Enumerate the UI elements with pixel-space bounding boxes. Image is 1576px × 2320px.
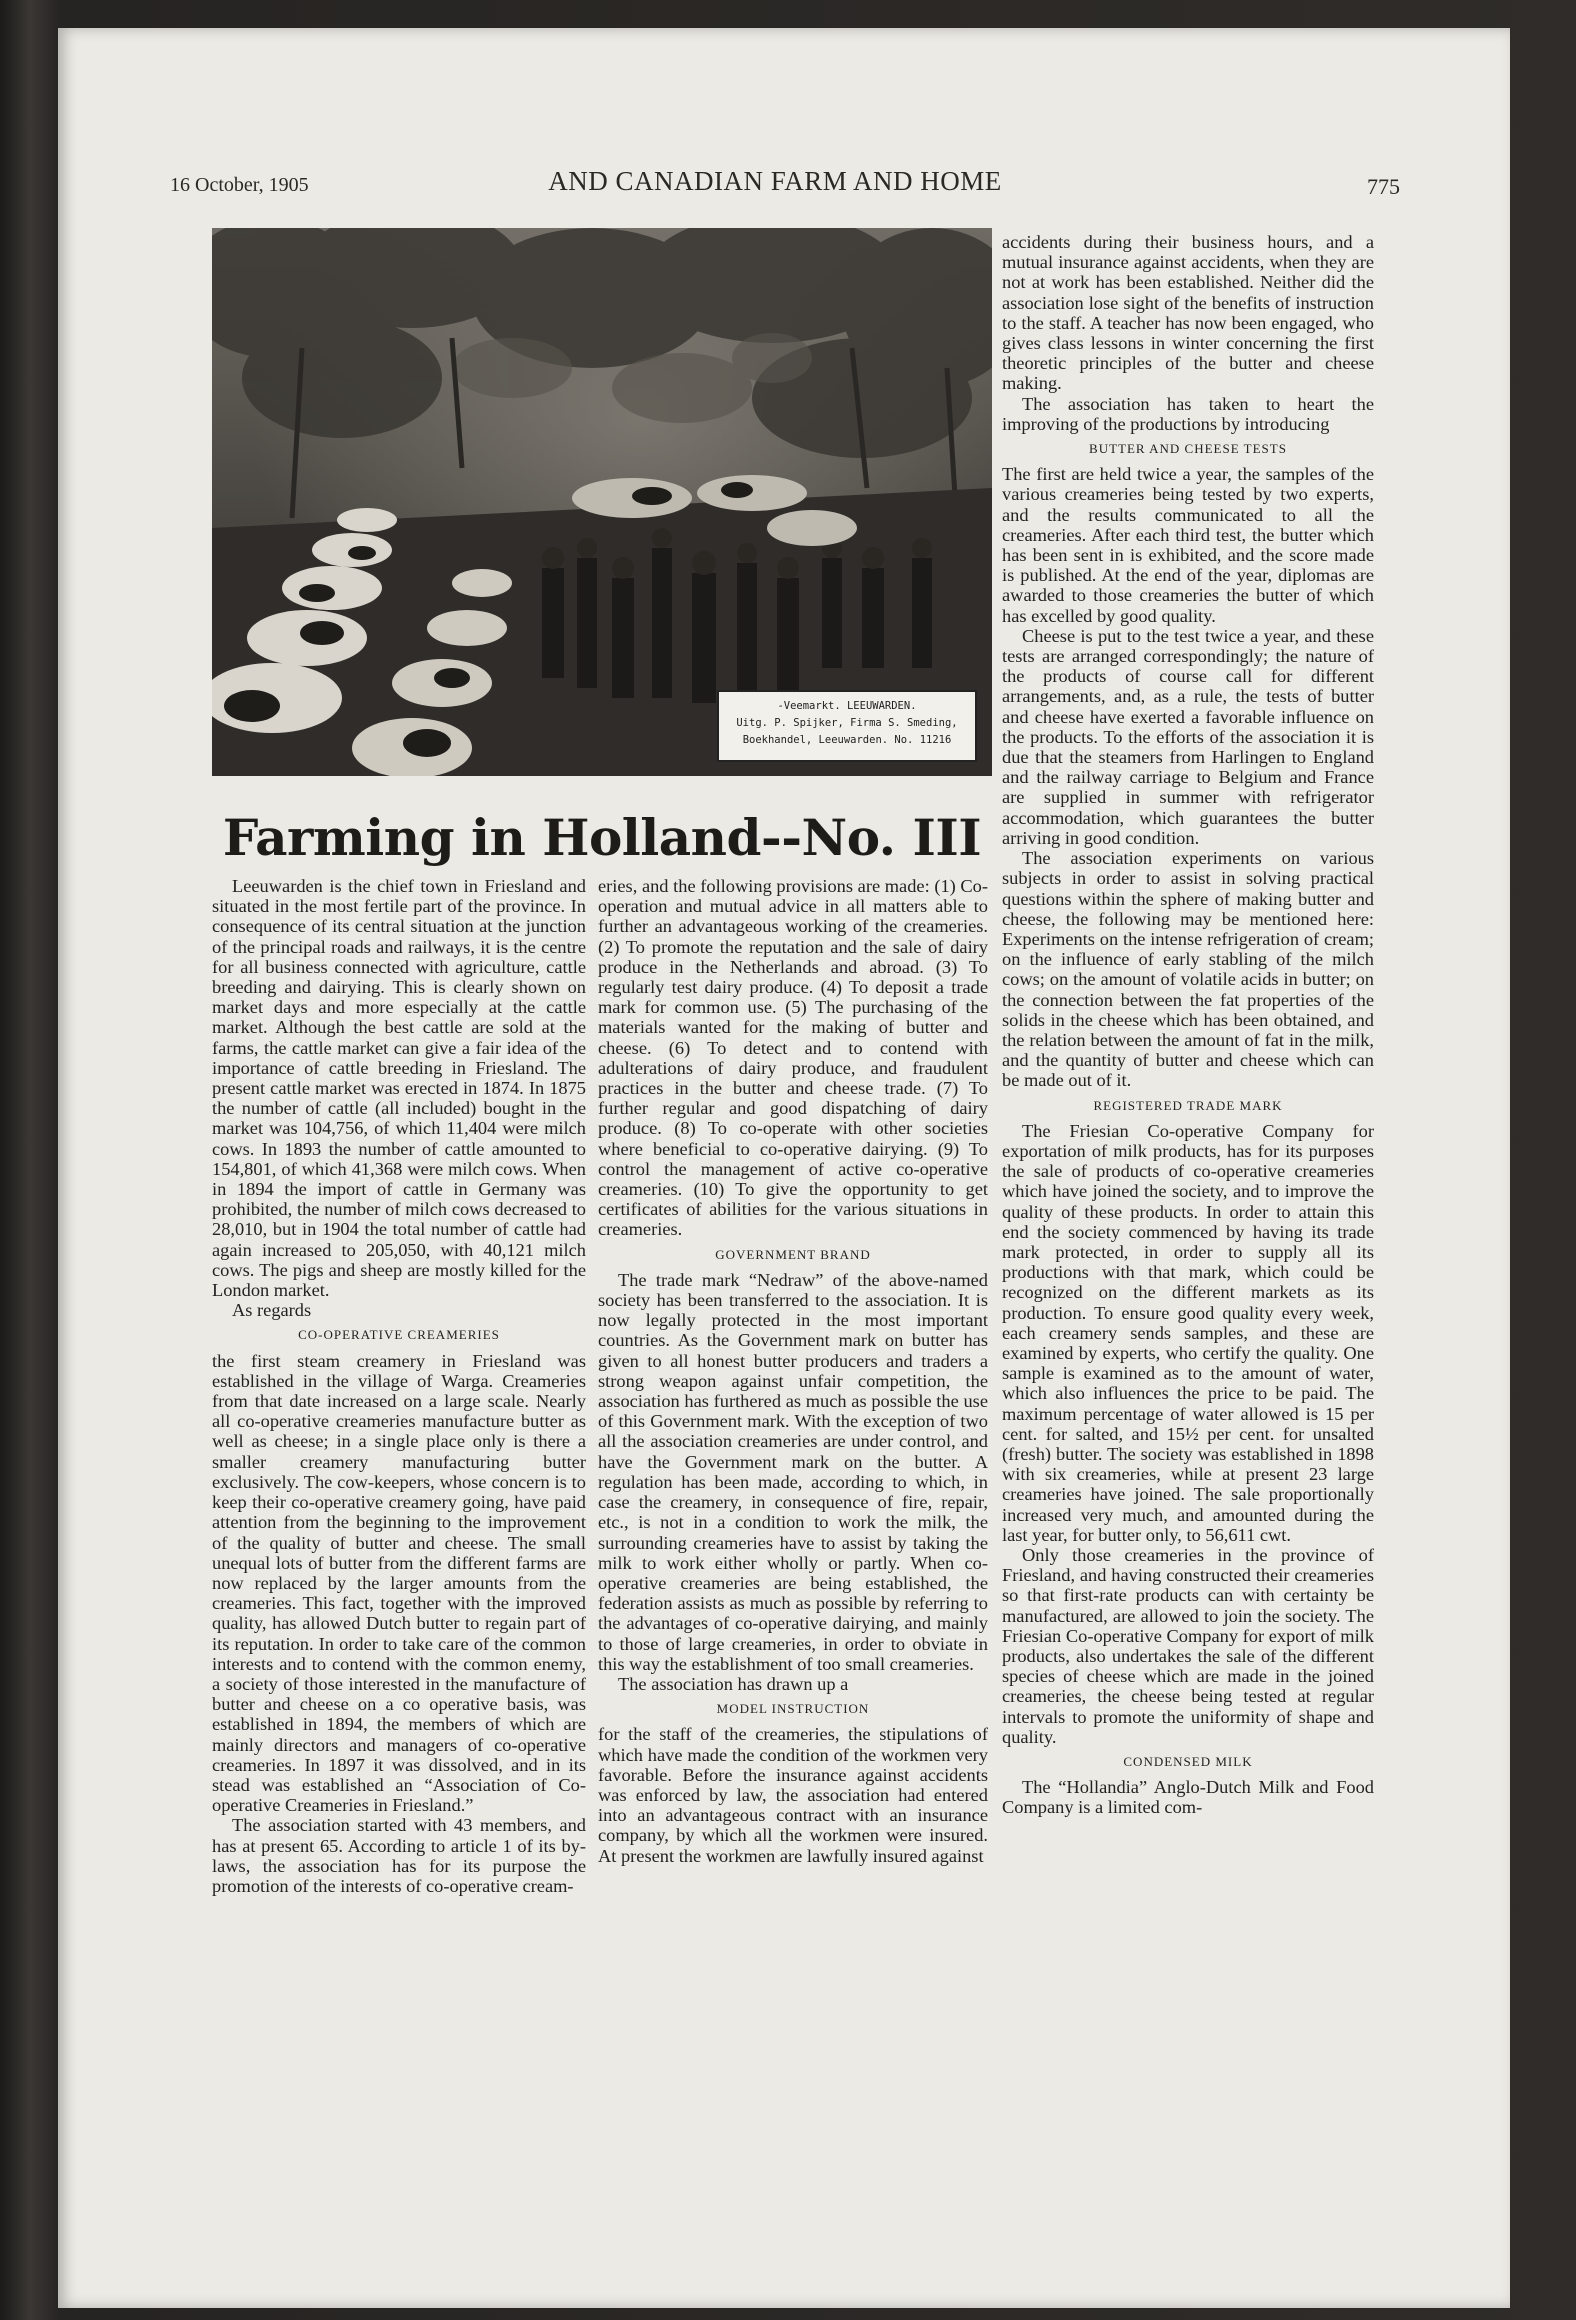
- paragraph: accidents during their business hours, and a mutual insurance against accidents, when they are not at work has been established. Neither did the association lose sight of the benefits of instruction to the staff. A teacher has now been engaged, who gives class lessons in winter concerning the first theoretic principles of the butter and cheese making.: [1002, 232, 1374, 394]
- photo-caption-line: -Veemarkt. LEEUWARDEN.: [777, 700, 917, 712]
- photo-caption-line: Uitg. P. Spijker, Firma S. Smeding,: [736, 717, 958, 729]
- paragraph: The trade mark “Nedraw” of the above-named society has been transferred to the association. It is now legally protected in the most important countries. As the Government mark on butter has given to all honest butter producers and traders a strong weapon against unfair competition, the association has furthered as much as possible the use of this Government mark. With the exception of two all the association creameries are under control, and have the Government mark on the butter. A regulation has been made, according to which, in case the creamery, in consequence of fire, repair, etc., is not in a condition to work the milk, the surrounding creameries have to assist by taking the milk to work either wholly or partly. When co-operative creameries are being established, the federation assists as much as possible by referring to the advantages of co-operative dairying, and mainly to those of large creameries, in order to obviate in this way the establishment of too small creameries.: [598, 1269, 988, 1674]
- section-subheading: BUTTER AND CHEESE TESTS: [1089, 441, 1287, 457]
- paragraph: The association started with 43 members, and has at present 65. According to article 1 of its by-laws, the association has for its purpose the promotion of the interests of co-operative cream-: [212, 1815, 586, 1896]
- photo-caption: [717, 690, 977, 762]
- section-subheading: MODEL INSTRUCTION: [716, 1701, 870, 1717]
- article-column-3: [1002, 232, 1374, 1818]
- section-subheading: GOVERNMENT BRAND: [715, 1246, 871, 1262]
- article-column-2: [598, 876, 988, 1866]
- paragraph: Cheese is put to the test twice a year, and these tests are arranged correspondingly; the nature of the products of course call for different arrangements, and, as a rule, the tests of butter and cheese have exerted a favorable influence on the products. To the efforts of the association it is due that the steamers from Harlingen to England and the railway carriage to Belgium and France are supplied in summer with refrigerator accommodation, which guarantees the butter arriving in good condition.: [1002, 625, 1374, 848]
- photo-caption-line: Boekhandel, Leeuwarden. No. 11216: [742, 734, 952, 746]
- paragraph: for the staff of the creameries, the stipulations of which have made the condition of the workmen very favorable. Before the insurance against accidents was enforced by law, the association had entered into an advantageous contract with an insurance company, by which all the workmen were insured. At present the workmen are lawfully insured against: [598, 1724, 988, 1866]
- running-header: [150, 154, 1400, 199]
- section-subheading: CONDENSED MILK: [1123, 1754, 1253, 1770]
- paragraph: eries, and the following provisions are made: (1) Co-operation and mutual advice in all matters able to further an advantageous working of the creameries. (2) To promote the reputation and the sale of dairy produce in the Netherlands and abroad. (3) To regularly test dairy produce. (4) To deposit a trade mark for common use. (5) The purchasing of the materials wanted for the making of butter and cheese. (6) To detect and to contend with adulterations of dairy produce, and fraudulent practices in the butter and cheese trade. (7) To further regular and good dispatching of dairy produce. (8) To co-operate with other societies where beneficial to co-operative dairying. (9) To control the management of active co-operative creameries. (10) To give the opportunity to get certificates of abilities for the various situations in creameries.: [598, 876, 988, 1240]
- issue-date: 16 October, 1905: [170, 174, 309, 196]
- page-number: 775: [1367, 174, 1400, 199]
- paragraph: The “Hollandia” Anglo-Dutch Milk and Food Company is a limited com-: [1002, 1777, 1374, 1818]
- paragraph: The association experiments on various subjects in order to assist in solving practical questions within the sphere of making butter and cheese, the following may be mentioned here: Experiments on the intense refrigeration of cream; on the influence of early stabling of the milch cows; on the amount of volatile acids in butter; on the connection between the fat properties of the solids in the cheese which has been obtained, and the relation between the amount of fat in the milk, and the quantity of butter and cheese which can be made out of it.: [1002, 848, 1374, 1091]
- paragraph: the first steam creamery in Friesland was established in the village of Warga. Creameries from that date increased on a large scale. Nearly all co-operative creameries manufacture butter as well as cheese; in a single place only is there a smaller creamery manufacturing butter exclusively. The cow-keepers, whose concern is to keep their co-operative creamery going, have paid attention from the beginning to the improvement of the quality of butter and cheese. The small unequal lots of butter from the different farms are now replaced by the larger amounts from the creameries. This fact, together with the improved quality, has allowed Dutch butter to regain part of its reputation. In order to take care of the common interests and to contend with the common enemy, a society of those interested in the manufacture of butter and cheese on a co operative basis, was established in 1894, the members of which are mainly directors and managers of co-operative creameries. In 1897 it was dissolved, and in its stead was established an “Association of Co-operative Creameries in Friesland.”: [212, 1350, 586, 1816]
- paragraph: The association has taken to heart the improving of the productions by introducing: [1002, 393, 1374, 434]
- paragraph: As regards: [232, 1300, 312, 1321]
- article-column-1: [212, 876, 586, 1896]
- section-subheading: REGISTERED TRADE MARK: [1093, 1097, 1283, 1113]
- publication-title: AND CANADIAN FARM AND HOME: [548, 166, 1002, 196]
- paragraph: Only those creameries in the province of Friesland, and having constructed their creameries so that first-rate products can with certainty be manufactured, are allowed to join the society. The Friesian Co-operative Company for export of milk products, also undertakes the sale of the different species of cheese which are made in the joined creameries, the cheese being tested at regular intervals to promote the uniformity of shape and quality.: [1002, 1545, 1374, 1747]
- cattle-market-photo: [212, 228, 992, 776]
- paragraph: The association has drawn up a: [618, 1673, 849, 1694]
- paragraph: Leeuwarden is the chief town in Friesland and situated in the most fertile part of the province. In consequence of its central situation at the junction of the principal roads and railways, it is the centre for all business connected with agriculture, cattle breeding and dairying. This is clearly shown on market days and more especially at the cattle market. Although the best cattle are sold at the farms, the cattle market can give a fair idea of the importance of cattle breeding in Friesland. The present cattle market was erected in 1874. In 1875 the number of cattle (all included) bought in the market was 104,756, of which 11,404 were milch cows. In 1893 the number of cattle amounted to 154,801, of which 41,368 were milch cows. When in 1894 the import of cattle in Germany was prohibited, the number of milch cows decreased to 28,010, but in 1904 the total number of cattle had again increased to 205,050, with 40,121 milch cows. The pigs and sheep are mostly killed for the London market.: [212, 876, 586, 1301]
- section-subheading: CO-OPERATIVE CREAMERIES: [298, 1327, 500, 1343]
- paragraph: The Friesian Co-operative Company for exportation of milk products, has for its purposes the sale of products of co-operative creameries which have joined the society, and to improve the quality of these products. In order to attain this end the society commenced by having its trade mark protected, in order to supply all its productions with that mark, which could be recognized on the different markets as its production. To ensure good quality every week, each creamery sends samples, and these are examined by experts, who certify the quality. One sample is examined as to the amount of water, which also influences the price to be paid. The maximum percentage of water allowed is 15 per cent. for salted, and 15½ per cent. for unsalted (fresh) butter. The society was established in 1898 with six creameries, while at present 23 large creameries have joined. The sale proportionally increased very much, and amounted during the last year, for butter only, to 56,611 cwt.: [1002, 1120, 1374, 1545]
- article-headline: Farming in Holland--No. III: [222, 808, 982, 867]
- paragraph: The first are held twice a year, the samples of the various creameries being tested by two experts, and the results communicated to all the creameries. After each third test, the butter which has been sent in is exhibited, and the score made is published. At the end of the year, diplomas are awarded to those creameries the butter of which has excelled by good quality.: [1002, 464, 1374, 626]
